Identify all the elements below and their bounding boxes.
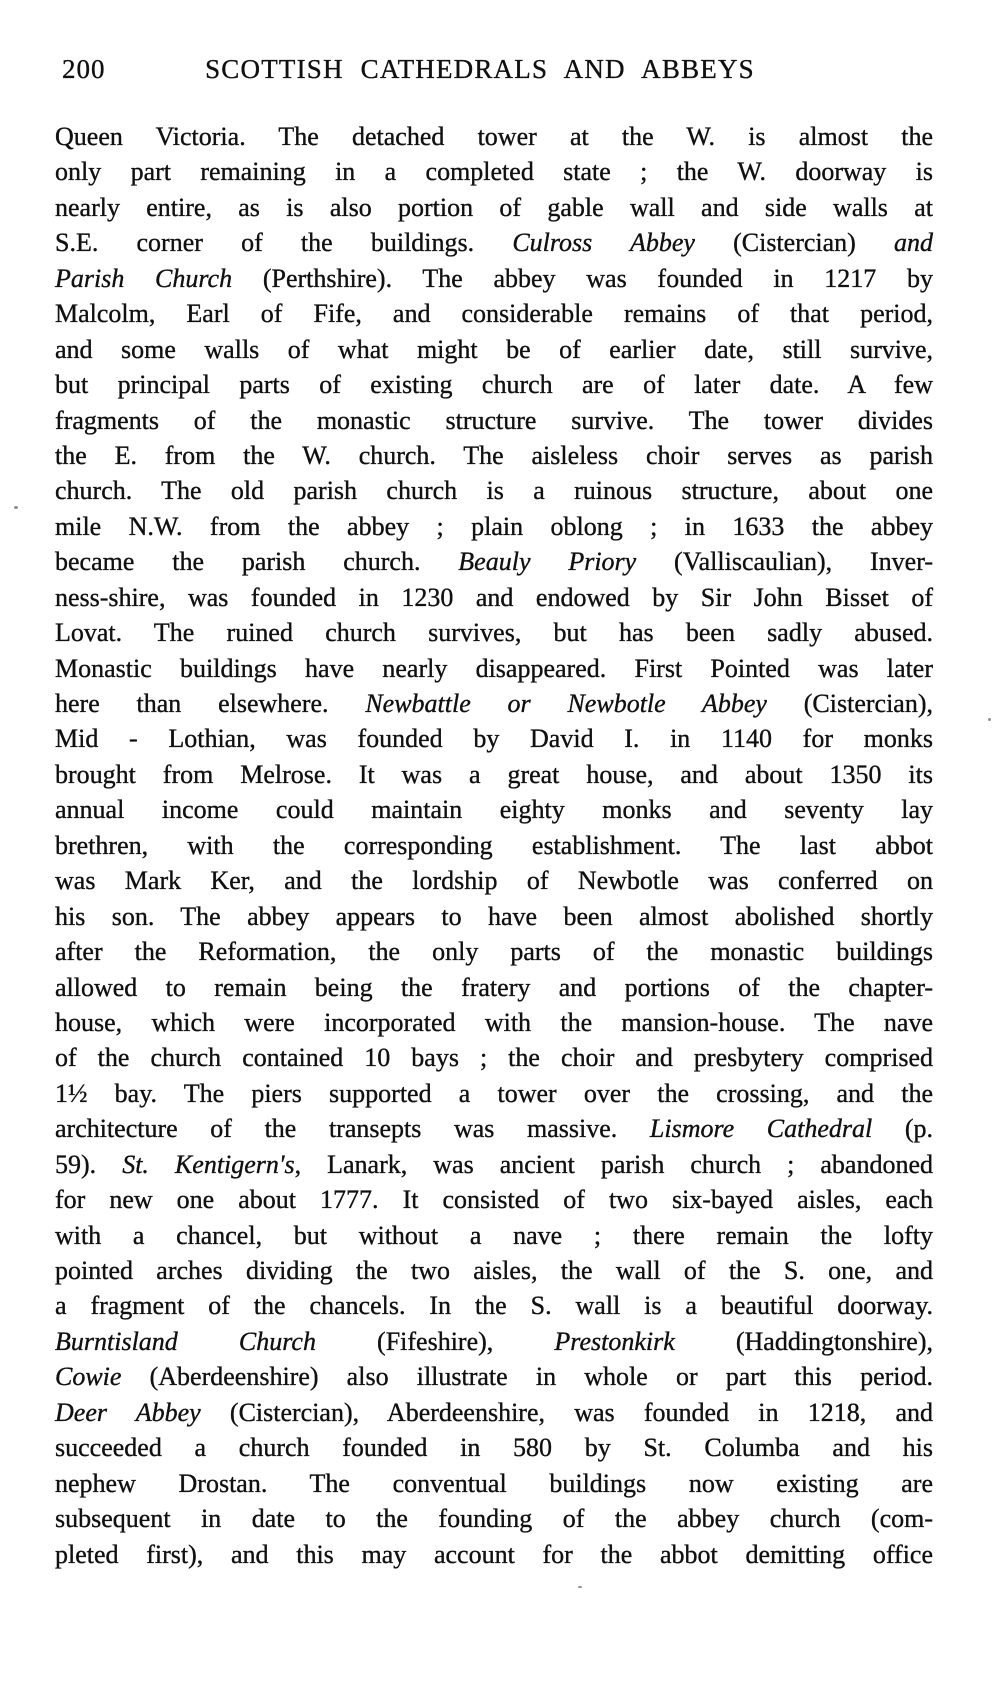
text-line xyxy=(55,154,933,189)
text-run: mile N.W. from the abbey ; plain oblong ; in 1633 the abbey xyxy=(55,511,933,541)
text-run: nearly entire, as is also portion of gable wall and side walls at xyxy=(55,192,933,222)
text-line xyxy=(55,863,933,898)
text-run: allowed to remain being the fratery and portions of the chapter- xyxy=(55,972,933,1002)
text-run: brought from Melrose. It was a great house, and about 1350 its xyxy=(55,759,933,789)
italic-text-run: Lismore Cathedral xyxy=(649,1114,873,1144)
italic-text-run: Cowie xyxy=(55,1362,122,1392)
italic-text-run: Newbattle or Newbotle Abbey xyxy=(365,689,767,718)
text-run: (Valliscaulian), Inver- xyxy=(636,547,933,577)
text-line xyxy=(55,721,933,756)
text-run: and some walls of what might be of earlier date, still survive, xyxy=(55,334,933,364)
text-run: a fragment of the chancels. In the S. wall is a beautiful doorway. xyxy=(55,1291,933,1321)
text-run: ness-shire, was founded in 1230 and endowed by Sir John Bisset of xyxy=(55,582,933,612)
text-run: subsequent in date to the founding of the abbey church (com- xyxy=(55,1504,933,1534)
text-line xyxy=(55,651,933,686)
text-run: after the Reformation, the only parts of the monastic buildings xyxy=(55,937,933,967)
text-run: of the church contained 10 bays ; the choir and presbytery comprised xyxy=(55,1043,933,1073)
text-run: for new one about 1777. It consisted of two six-bayed aisles, each xyxy=(55,1185,933,1215)
text-line xyxy=(55,934,933,969)
text-run: Mid - Lothian, was founded by David I. in 1140 for monks xyxy=(55,724,933,754)
text-run: Malcolm, Earl of Fife, and considerable remains of that period, xyxy=(55,299,933,329)
text-run: , Lanark, was ancient parish church ; abandoned xyxy=(294,1149,933,1179)
text-line xyxy=(55,1359,933,1394)
text-line xyxy=(55,1395,933,1430)
text-line xyxy=(55,544,933,579)
text-run: brethren, with the corresponding establishment. The last abbot xyxy=(55,830,933,860)
text-run: fragments of the monastic structure survive. The tower divides xyxy=(55,405,933,435)
text-line xyxy=(55,1430,933,1465)
text-run: (Cistercian), xyxy=(766,689,933,718)
text-line xyxy=(55,615,933,650)
text-run: church. The old parish church is a ruinous structure, about one xyxy=(55,476,933,506)
text-line xyxy=(55,438,933,473)
text-line xyxy=(55,1111,933,1146)
italic-text-run: Parish Church xyxy=(55,263,233,293)
text-run: house, which were incorporated with the mansion-house. The nave xyxy=(55,1007,933,1037)
scan-speck xyxy=(578,1586,582,1588)
text-run: 1½ bay. The piers supported a tower over the crossing, and the xyxy=(55,1078,933,1108)
text-line xyxy=(55,1324,933,1359)
text-line xyxy=(55,899,933,934)
text-run: (p. xyxy=(872,1114,933,1144)
text-line xyxy=(55,1466,933,1501)
text-run: (Cistercian), Aberdeenshire, was founded in 1218, and xyxy=(200,1397,933,1427)
text-line xyxy=(55,296,933,331)
text-line xyxy=(55,473,933,508)
text-line xyxy=(55,757,933,792)
text-line xyxy=(55,190,933,225)
text-run: S.E. corner of the buildings. xyxy=(55,228,513,258)
text-line xyxy=(55,1005,933,1040)
italic-text-run: Prestonkirk xyxy=(554,1326,675,1356)
text-line xyxy=(55,970,933,1005)
text-line xyxy=(55,403,933,438)
text-line xyxy=(55,1218,933,1253)
text-run: here than elsewhere. xyxy=(55,689,366,718)
text-line xyxy=(55,1076,933,1111)
text-run: but principal parts of existing church are of later date. A few xyxy=(55,370,933,400)
text-run: (Perthshire). The abbey was founded in 1217 by xyxy=(232,263,933,293)
running-head-title: SCOTTISH CATHEDRALS AND ABBEYS xyxy=(205,54,755,84)
text-run: (Haddingtonshire), xyxy=(674,1326,933,1356)
text-line xyxy=(55,1253,933,1288)
text-line xyxy=(55,261,933,296)
text-line xyxy=(55,1288,933,1323)
scan-speck xyxy=(14,506,18,509)
text-line xyxy=(55,1501,933,1536)
text-line xyxy=(55,367,933,402)
text-line xyxy=(55,1182,933,1217)
text-line xyxy=(55,792,933,827)
text-run: only part remaining in a completed state ; the W. doorway is xyxy=(55,157,933,187)
text-line xyxy=(55,119,933,154)
text-line xyxy=(55,1147,933,1182)
text-run: his son. The abbey appears to have been almost abolished shortly xyxy=(55,901,933,931)
text-run: succeeded a church founded in 580 by St. Columba and his xyxy=(55,1433,933,1463)
text-line xyxy=(55,509,933,544)
text-line xyxy=(55,1537,933,1572)
text-run: Monastic buildings have nearly disappeared. First Pointed was later xyxy=(55,653,933,683)
italic-text-run: Deer Abbey xyxy=(55,1397,201,1427)
text-line xyxy=(55,332,933,367)
text-line xyxy=(55,580,933,615)
text-run: Lovat. The ruined church survives, but has been sadly abused. xyxy=(55,618,933,648)
text-run: 59). xyxy=(55,1149,123,1179)
text-run: became the parish church. xyxy=(55,547,459,577)
text-run: (Cistercian) xyxy=(694,228,895,258)
scan-speck xyxy=(988,718,991,721)
italic-text-run: Culross Abbey xyxy=(512,228,695,258)
text-line xyxy=(55,828,933,863)
text-run: nephew Drostan. The conventual buildings now existing are xyxy=(55,1468,933,1498)
text-line xyxy=(55,225,933,260)
italic-text-run: Beauly Priory xyxy=(458,547,637,577)
text-run: architecture of the transepts was massive. xyxy=(55,1114,650,1144)
text-run: the E. from the W. church. The aisleless choir serves as parish xyxy=(55,440,933,470)
text-run: Queen Victoria. The detached tower at the W. is almost the xyxy=(55,122,933,151)
text-run: pleted first), and this may account for the abbot demitting office xyxy=(55,1539,933,1569)
text-run: annual income could maintain eighty monks and seventy lay xyxy=(55,795,933,825)
page-number: 200 xyxy=(62,54,106,84)
italic-text-run: St. Kentigern's xyxy=(122,1149,295,1179)
text-line xyxy=(55,686,933,721)
italic-text-run: Burntisland Church xyxy=(55,1326,316,1356)
text-line xyxy=(55,1040,933,1075)
text-run: pointed arches dividing the two aisles, the wall of the S. one, and xyxy=(55,1256,933,1285)
italic-text-run: and xyxy=(894,228,934,258)
body-text xyxy=(55,119,933,1572)
text-run: was Mark Ker, and the lordship of Newbotle was conferred on xyxy=(55,866,933,896)
text-run: (Fifeshire), xyxy=(315,1326,555,1356)
text-run: (Aberdeenshire) also illustrate in whole or part this period. xyxy=(121,1362,933,1392)
text-run: with a chancel, but without a nave ; there remain the lofty xyxy=(55,1220,933,1250)
